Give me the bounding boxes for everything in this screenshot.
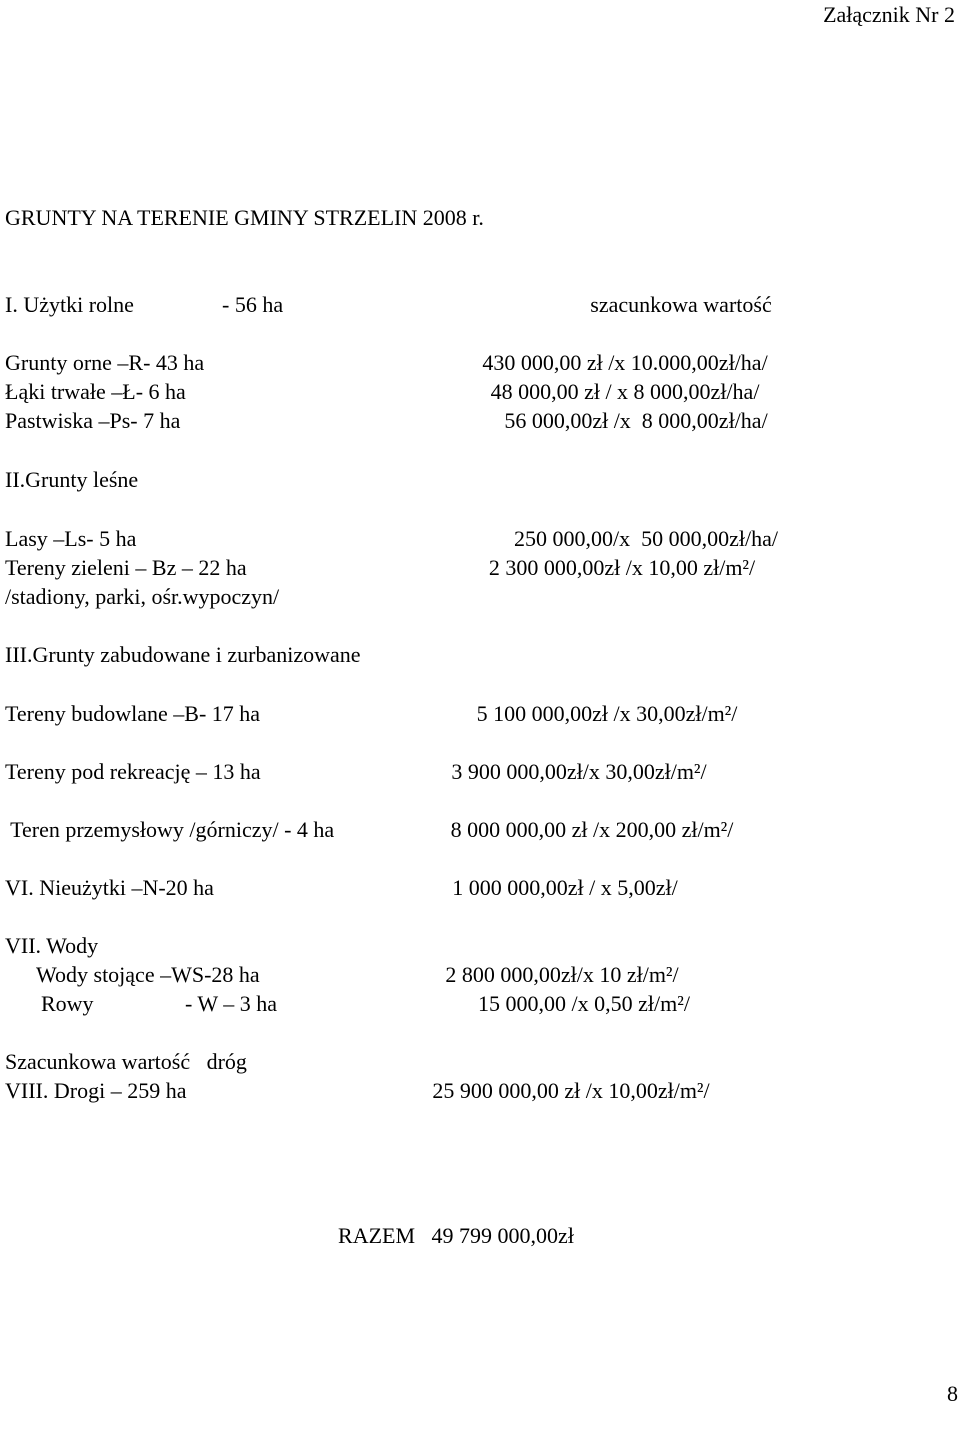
section-1-heading: I. Użytki rolne bbox=[5, 292, 134, 317]
row-label: Tereny budowlane –B- 17 ha bbox=[5, 701, 261, 726]
row-label: Tereny pod rekreację – 13 ha bbox=[5, 759, 261, 784]
section-8-pre-heading: Szacunkowa wartość dróg bbox=[5, 1049, 247, 1074]
row-label: Tereny zieleni – Bz – 22 ha bbox=[5, 555, 247, 580]
section-1-total: - 56 ha bbox=[222, 292, 284, 317]
document-title: GRUNTY NA TERENIE GMINY STRZELIN 2008 r. bbox=[5, 205, 484, 230]
row-value: 430 000,00 zł /x 10.000,00zł/ha/ bbox=[482, 350, 768, 375]
section-6-label: VI. Nieużytki –N-20 ha bbox=[5, 875, 214, 900]
page-number: 8 bbox=[947, 1381, 958, 1406]
row-value: 3 900 000,00zł/x 30,00zł/m²/ bbox=[451, 759, 707, 784]
row-value: 250 000,00/x 50 000,00zł/ha/ bbox=[514, 526, 778, 551]
row-value: 56 000,00zł /x 8 000,00zł/ha/ bbox=[504, 408, 768, 433]
row-value: 2 800 000,00zł/x 10 zł/m²/ bbox=[445, 962, 679, 987]
row-value: 8 000 000,00 zł /x 200,00 zł/m²/ bbox=[450, 817, 734, 842]
section-8-value: 25 900 000,00 zł /x 10,00zł/m²/ bbox=[432, 1078, 710, 1103]
row-label: Grunty orne –R- 43 ha bbox=[5, 350, 205, 375]
section-7-heading: VII. Wody bbox=[5, 933, 99, 958]
grand-total: RAZEM 49 799 000,00zł bbox=[338, 1223, 574, 1248]
annex-label: Załącznik Nr 2 bbox=[823, 2, 955, 27]
row-value: 15 000,00 /x 0,50 zł/m²/ bbox=[478, 991, 690, 1016]
row-label: Lasy –Ls- 5 ha bbox=[5, 526, 137, 551]
row-label-extra: - W – 3 ha bbox=[185, 991, 278, 1016]
row-label: Wody stojące –WS-28 ha bbox=[36, 962, 260, 987]
row-note: /stadiony, parki, ośr.wypoczyn/ bbox=[5, 584, 280, 609]
section-6-value: 1 000 000,00zł / x 5,00zł/ bbox=[452, 875, 678, 900]
section-8-label: VIII. Drogi – 259 ha bbox=[5, 1078, 187, 1103]
row-label: Teren przemysłowy /górniczy/ - 4 ha bbox=[5, 817, 335, 842]
row-value: 48 000,00 zł / x 8 000,00zł/ha/ bbox=[490, 379, 760, 404]
section-2-heading: II.Grunty leśne bbox=[5, 467, 139, 492]
section-3-heading: III.Grunty zabudowane i zurbanizowane bbox=[5, 642, 361, 667]
row-value: 5 100 000,00zł /x 30,00zł/m²/ bbox=[476, 701, 738, 726]
row-value: 2 300 000,00zł /x 10,00 zł/m²/ bbox=[488, 555, 756, 580]
row-label: Rowy bbox=[41, 991, 94, 1016]
row-label: Łąki trwałe –Ł- 6 ha bbox=[5, 379, 186, 404]
value-column-header: szacunkowa wartość bbox=[590, 292, 772, 317]
row-label: Pastwiska –Ps- 7 ha bbox=[5, 408, 181, 433]
